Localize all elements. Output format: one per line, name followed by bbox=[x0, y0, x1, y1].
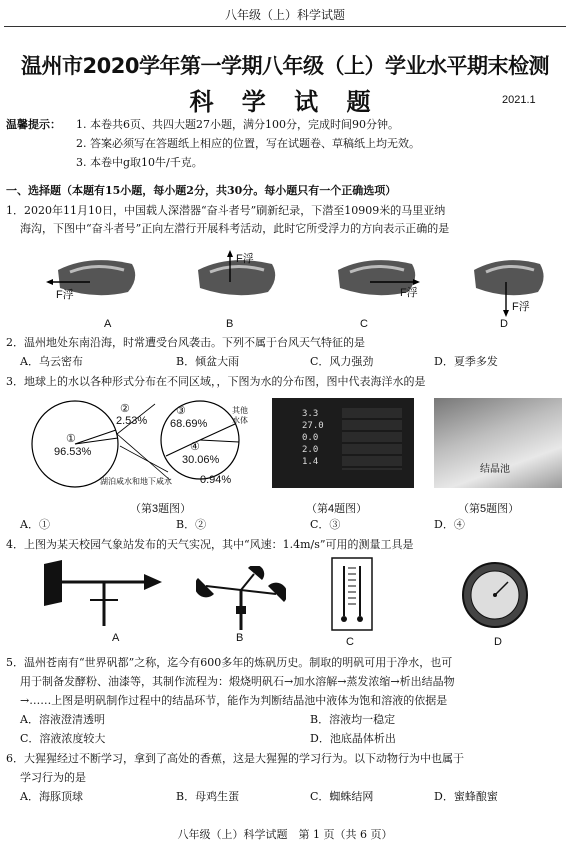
force-label: F浮 bbox=[236, 253, 254, 265]
option-c-label: C bbox=[360, 318, 368, 330]
question-3-option-d: D．④ bbox=[434, 518, 465, 531]
question-1-line2: 海沟，下图中“奋斗者号”正向左潜行开展科考活动，此时它所受浮力的方向表示正确的是 bbox=[20, 222, 450, 235]
option-a-label: A bbox=[104, 318, 112, 330]
question-3-option-a: A．① bbox=[20, 518, 50, 531]
question-3-option-b: B．② bbox=[176, 518, 207, 531]
wind-vane-instrument bbox=[40, 556, 170, 628]
pie-label-4: ④ bbox=[190, 441, 200, 453]
question-2-stem: 2．温州地处东南沿海，时常遭受台风袭击。下列不属于台风天气特征的是 bbox=[6, 336, 365, 349]
force-label: F浮 bbox=[56, 289, 74, 301]
question-2-option-c: C．风力强劲 bbox=[310, 355, 374, 368]
notes-label: 温馨提示： bbox=[6, 118, 61, 131]
question-5-line2: 用于制备发酵粉、油漆等，其制作流程为：煅烧明矾石→加水溶解→蒸发浓缩→析出结晶物 bbox=[20, 675, 455, 688]
anemometer-instrument bbox=[196, 566, 286, 632]
pie-value-2: 2.53% bbox=[116, 415, 148, 427]
question-5-option-a: A．溶液澄清透明 bbox=[20, 713, 105, 726]
hygrometer-instrument bbox=[330, 556, 374, 632]
lake-saltwater-label: 湖泊咸水和地下咸水 bbox=[100, 477, 172, 486]
option-a-label: A bbox=[112, 632, 120, 644]
page-footer: 八年级（上）科学试题 第 1 页（共 6 页） bbox=[177, 828, 393, 841]
question-6-line1: 6．大猩猩经过不断学习，拿到了高处的香蕉，这是大猩猩的学习行为。以下动物行为中也属于 bbox=[6, 752, 464, 765]
question-5-option-c: C．溶液浓度较大 bbox=[20, 732, 106, 745]
question-5-option-d: D．池底晶体析出 bbox=[310, 732, 396, 745]
exam-subtitle: 科 学 试 题 bbox=[189, 88, 381, 116]
exam-date: 2021.1 bbox=[502, 94, 536, 106]
question-5-line1: 5．温州苍南有“世界矾都”之称，迄今有600多年的炼矾历史。制取的明矾可用于净水，也可 bbox=[6, 656, 453, 669]
option-d-label: D bbox=[494, 636, 502, 648]
section-heading: 一、选择题（本题有15小题，每小题2分，共30分。每小题只有一个正确选项） bbox=[6, 184, 397, 197]
question-6-option-b: B．母鸡生蛋 bbox=[176, 790, 240, 803]
question-6-option-c: C．蜘蛛结网 bbox=[310, 790, 374, 803]
figure-caption-4: （第4题图） bbox=[306, 503, 368, 515]
screen-value: 1.4 bbox=[302, 457, 319, 467]
option-d-label: D bbox=[500, 318, 508, 330]
pool-label: 结晶池 bbox=[480, 464, 510, 475]
force-label: F浮 bbox=[400, 287, 418, 299]
question-6-option-d: D．蜜蜂酿蜜 bbox=[434, 790, 498, 803]
option-b-label: B bbox=[226, 318, 234, 330]
submersible-figure-d bbox=[460, 248, 560, 320]
pie-value-3: 68.69% bbox=[170, 418, 208, 430]
option-b-label: B bbox=[236, 632, 244, 644]
question-5-line3: →……上图是明矾制作过程中的结晶环节，能作为判断结晶池中液体为饱和溶液的依据是 bbox=[20, 694, 448, 707]
screen-value: 0.0 bbox=[302, 433, 319, 443]
force-label: F浮 bbox=[512, 301, 530, 313]
option-c-label: C bbox=[346, 636, 354, 648]
crystallization-pool-photo bbox=[434, 398, 562, 488]
question-5-option-b: B．溶液均一稳定 bbox=[310, 713, 396, 726]
figure-caption-3: （第3题图） bbox=[130, 503, 192, 515]
question-2-option-a: A．乌云密布 bbox=[20, 355, 83, 368]
submersible-figure-c bbox=[320, 248, 430, 314]
pie-label-2: ② bbox=[120, 403, 130, 415]
other-water-label: 其他水体 bbox=[232, 406, 248, 425]
question-6-option-a: A．海豚顶球 bbox=[20, 790, 83, 803]
barometer-instrument bbox=[460, 560, 530, 630]
question-1-line1: 1．2020年11月10日，中国载人深潜器“奋斗者号”刷新纪录，下潜至10909米的马里亚纳 bbox=[6, 204, 446, 217]
note-item: 1. 本卷共6页、共四大题27小题，满分100分，完成时间90分钟。 bbox=[76, 118, 399, 131]
submersible-figure-a bbox=[40, 248, 150, 314]
screen-value: 27.0 bbox=[302, 421, 324, 431]
pie-value-4: 30.06% bbox=[182, 454, 220, 466]
question-3-option-c: C．③ bbox=[310, 518, 341, 531]
header-divider bbox=[4, 26, 566, 27]
pie-value-5: 0.94% bbox=[200, 474, 232, 486]
question-2-option-b: B．倾盆大雨 bbox=[176, 355, 240, 368]
pie-label-1: ① bbox=[66, 433, 76, 445]
question-2-option-d: D．夏季多发 bbox=[434, 355, 498, 368]
question-4-stem: 4．上图为某天校园气象站发布的天气实况，其中“风速：1.4m/s”可用的测量工具是 bbox=[6, 538, 414, 551]
submersible-figure-b bbox=[180, 248, 290, 314]
page-header: 八年级（上）科学试题 bbox=[224, 8, 345, 22]
question-3-stem: 3．地球上的水以各种形式分布在不同区域，，下图为水的分布图，图中代表海洋水的是 bbox=[6, 375, 426, 388]
question-6-line2: 学习行为的是 bbox=[20, 771, 86, 784]
pie-value-1: 96.53% bbox=[54, 446, 92, 458]
pie-label-3: ③ bbox=[176, 405, 186, 417]
figure-caption-5: （第5题图） bbox=[458, 503, 520, 515]
note-item: 3. 本卷中g取10牛/千克。 bbox=[76, 156, 203, 169]
screen-value: 2.0 bbox=[302, 445, 319, 455]
exam-title: 温州市2020学年第一学期八年级（上）学业水平期末检测 bbox=[21, 54, 549, 78]
note-item: 2. 答案必须写在答题纸上相应的位置，写在试题卷、草稿纸上均无效。 bbox=[76, 137, 420, 150]
weather-station-screen bbox=[272, 398, 414, 488]
screen-value: 3.3 bbox=[302, 409, 319, 419]
